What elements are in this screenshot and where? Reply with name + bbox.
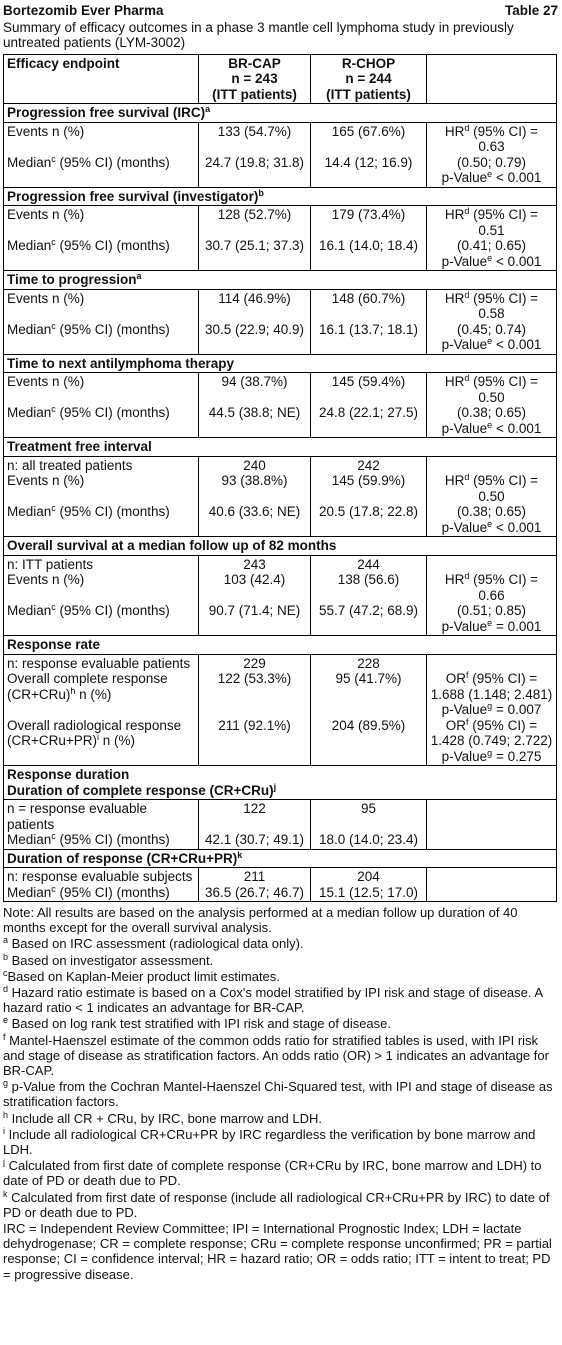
footnote-d: $^d$ Hazard ratio estimate is based on a Cox's model stratified by IPI risk and stage of disease. A hazard ratio < 1 indicates an advantage for BR-CAP. [3,984,543,1016]
header-stats [427,54,557,104]
note-main: Note: All results are based on the analysis performed at a median follow up duration of 40 months except for the overall survival analysis. [3,905,518,936]
section-title: Progression free survival (IRC)$^a$ [4,104,557,123]
section-title: Response rate [4,636,557,655]
header-brcap: BR-CAP n = 243 (ITT patients) [199,54,311,104]
footnote-k: $^k$ Calculated from first date of response (include all radiological CR+CRu+PR by IRC) to date of PD or death due to PD. [3,1188,550,1220]
table-header-row [4,54,557,104]
footnote-i: $^i$ Include all radiological CR+CRu+PR by IRC regardless the verification by bone marrow and LDH. [3,1125,536,1158]
section-title: Time to progression$^a$ [4,271,557,290]
table-row: n: response evaluable subjects Median$^c$ (95% CI) (months) 211 36.5 (26.7; 46.7) 204 15.1 (12.5; 17.0) [4,868,557,902]
section-title: Treatment free interval [4,438,557,457]
table-caption: Summary of efficacy outcomes in a phase 3 mantle cell lymphoma study in previously untreated patients (LYM-3002) [3,19,514,50]
section-title: Duration of response $(CR+CRu+PR)^k$ [4,849,557,868]
table-row: Events n (%) Median$^c$ (95% CI) (months) 128 (52.7%) 30.7 (25.1; 37.3) 179 (73.4%) 16.1 (14.0; 18.4) $HR^d$ (95% CI) = 0.51 (0.41; 0.65) p-Value$^e$ < 0.001 [4,206,557,271]
table-row: Events n (%) Median$^c$ (95% CI) (months) 133 (54.7%) 24.7 (19.8; 31.8) 165 (67.6%) 14.4 (12; 16.9) $HR^d$ (95% CI) = 0.63 (0.50; 0.79) p-Value$^e$ < 0.001 [4,122,557,187]
footnotes [3,905,556,1282]
table-row: n: ITT patients Events n (%) Median$^c$ (95% CI) (months) 243 103 (42.4) 90.7 (71.4; NE) 244 138 (56.6) 55.7 (47.2; 68.9) $HR^d$ (95% CI) = 0.66 (0.51; 0.85) p-Value$^e$ = 0.001 [4,555,557,636]
section-title: Overall survival at a median follow up of 82 months [4,537,557,556]
footnote-e: $^e$ Based on log rank test stratified with IPI risk and stage of disease. [3,1015,392,1032]
header-endpoint: Efficacy endpoint [4,54,199,104]
footnote-h: $^h$ Include all CR + CRu, by IRC, bone marrow and LDH. [3,1109,322,1126]
section-title: Progression free survival (investigator)$^b$ [4,187,557,206]
footnote-b: $^b$ Based on investigator assessment. [3,951,214,968]
abbreviations: IRC = Independent Review Committee; IPI = International Prognostic Index; LDH = lactate dehydrogenase; CR = complete response; CRu = complete response unconfirmed; PR = partial response; CI = confidence interval; HR = hazard ratio; OR = odds ratio; ITT = intent to treat; PD = progressive disease. [3,1221,552,1282]
efficacy-table [3,54,557,903]
table-row: Events n (%) Median$^c$ (95% CI) (months) 114 (46.9%) 30.5 (22.9; 40.9) 148 (60.7%) 16.1 (13.7; 18.1) $HR^d$ (95% CI) = 0.58 (0.45; 0.74) p-Value$^e$ < 0.001 [4,289,557,354]
footnote-g: $^g$ p-Value from the Cochran Mantel-Haenszel Chi-Squared test, with IPI and stage of disease as stratification factors. [3,1078,553,1110]
footnote-a: $^a$ Based on IRC assessment (radiological data only). [3,935,304,952]
table-row: n = response evaluable patients Median$^c$ (95% CI) (months) 122 42.1 (30.7; 49.1) 95 18.0 (14.0; 23.4) [4,800,557,850]
company-name: Bortezomib Ever Pharma [3,3,164,18]
section-title: Time to next antilymphoma therapy [4,354,557,373]
section-title: Response duration Duration of complete response $(CR+CRu)^j$ [4,766,557,800]
table-number: Table 27 [504,3,558,18]
header-rchop: R-CHOP n = 244 (ITT patients) [311,54,427,104]
table-row: n: all treated patients Events n (%) Median$^c$ (95% CI) (months) 240 93 (38.8%) 40.6 (33.6; NE) 242 145 (59.9%) 20.5 (17.8; 22.8) $HR^d$ (95% CI) = 0.50 (0.38; 0.65) p-Value$^e$ < 0.001 [4,456,557,537]
footnote-j: $^j$ Calculated from first date of complete response (CR+CRu by IRC, bone marrow and LDH) to date of PD or death due to PD. [3,1157,542,1189]
footnote-f: $^f$ Mantel-Haenszel estimate of the common odds ratio for stratified tables is used, with IPI risk and stage of disease as stratification factors. An odds ratio (OR) > 1 indicates an advantage for BR-CAP. [3,1031,549,1079]
table-row: n: response evaluable patients Overall complete response $(CR+CRu)^h$ n (%) Overall radiological response $(CR+CRu+PR)^i$ n (%) 229 122 (53.3%) 211 (92.1%) 228 95 (41.7%) 204 (89.5%) $OR^f$ (95% CI) = 1.688 (1.148; 2.481) p-Value$^g$ = 0.007 $OR^f$ (95% CI) = 1.428 (0.749; 2.722) p-Value$^g$ = 0.275 [4,654,557,766]
document-header [3,3,558,19]
table-row: Events n (%) Median$^c$ (95% CI) (months) 94 (38.7%) 44.5 (38.8; NE) 145 (59.4%) 24.8 (22.1; 27.5) $HR^d$ (95% CI) = 0.50 (0.38; 0.65) p-Value$^e$ < 0.001 [4,373,557,438]
footnote-c: $^c$Based on Kaplan-Meier product limit estimates. [3,967,280,984]
